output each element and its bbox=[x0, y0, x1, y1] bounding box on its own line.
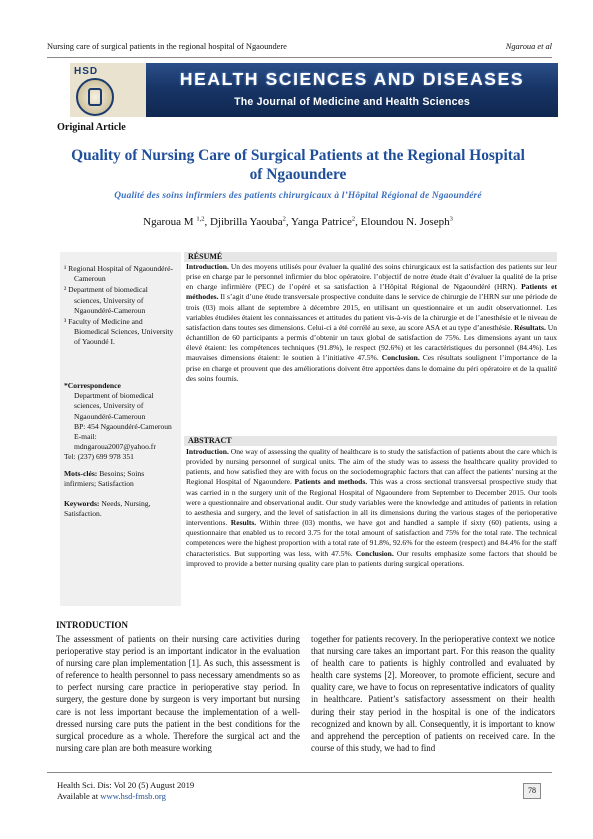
introduction-heading: INTRODUCTION bbox=[56, 620, 129, 630]
resume-methods-label: Patients et méthodes. bbox=[186, 282, 557, 302]
journal-banner bbox=[70, 63, 558, 117]
keywords-fr-label: Mots-clés: bbox=[64, 469, 98, 478]
resume-body bbox=[186, 262, 557, 384]
header-divider bbox=[47, 57, 552, 58]
resume-intro-label: Introduction. bbox=[186, 262, 229, 271]
running-header-title: Nursing care of surgical patients in the regional hospital of Ngaoundere bbox=[47, 42, 287, 51]
author-list-text: Ngaroua M $^{1,2}$, Djibrilla Yaouba$^2$, Yanga Patrice$^2$, Eloundou N. Joseph$^3$ bbox=[143, 215, 453, 228]
resume-intro: Un des moyens utilisés pour évaluer la qualité des soins chirurgicaux est la satisfaction des patients sur leur prise en charge par le personnel infirmier du bloc opératoire. l’objectif de notre étude était d’évaluer la qualité de la prise en charge infirmière (PEC) de l’opéré et sa satisfaction à l’Hôpital Régional de Ngaoundéré (HRN). bbox=[186, 262, 557, 292]
page-number: 78 bbox=[523, 783, 541, 799]
resume-results: Un échantillon de 60 participants a permis d’obtenir un taux global de satisfaction de 75%. Les dimensions ayant un taux élevé étaient: les compétences techniques (91.8%), le respect (92.6%) et les caractéristiques du personnel (84.4%). Les mauvaises dimensions étaient: le soutien à l’initiative 47.5%. bbox=[186, 322, 557, 363]
introduction-column-1: The assessment of patients on their nursing care activities during perioperative stay period is an important indicator in the evaluation of nursing care plan implementation [1]. As such, this assessment is of reference to health personnel to pass necessary amendments so as to perfect nursing care practice in perioperative stay period. In surgery, the gesture done by surgeon is very important but nursing care is not less important because the implementation of a well-dressed nursing care puts the patient in the best conditions for the surgical procedure as a whole. Therefore the surgical act and the nursing care plan are both measure working bbox=[56, 634, 300, 753]
correspondence-email[interactable]: E-mail: mdngaroua2007@yahoo.fr bbox=[74, 432, 156, 452]
keywords-en-label: Keywords: bbox=[64, 499, 100, 508]
footer-available-label: Available at bbox=[57, 791, 99, 801]
author-list bbox=[70, 215, 526, 228]
affiliations bbox=[64, 264, 176, 349]
abstract-methods-label: Patients and methods. bbox=[294, 477, 368, 487]
abstract-conclusion-label: Conclusion. bbox=[355, 548, 394, 558]
abstract-heading: ABSTRACT bbox=[184, 436, 557, 446]
resume-heading: RÉSUMÉ bbox=[184, 252, 557, 262]
seal-icon bbox=[76, 78, 114, 116]
journal-logo bbox=[70, 63, 146, 117]
keywords-fr bbox=[64, 469, 176, 489]
keywords-en-text: Needs, Nursing, Satisfaction. bbox=[64, 499, 151, 519]
introduction-column-2: together for patients recovery. In the perioperative context we notice that nursing care takes an important part. For this reason the quality of health care to patients is highly controlled and evaluated by health care systems [2]. Moreover, to promote efficient, secure and quality care, we have to focus on representative indicators of quality in healthcare. Patient’s satisfactory assessment on their health during their stay period in the hospital is one of the indicators recognized and known by all. Consequently, it is important to know and apprehend the perception of patients on received care. In the course of this study, we had to find bbox=[311, 634, 555, 753]
affiliation-item: ³ Faculty of Medicine and Biomedical Sciences, University of Yaoundé I. bbox=[64, 317, 174, 347]
article-title-fr: Qualité des soins infirmiers des patients chirurgicaux à l’Hôpital Régional de Ngaoundéré bbox=[114, 191, 482, 201]
resume-methods: Il s’agit d’une étude transversale prospective conduite dans le service de chirurgie de l’HRN sur une période de trois (03) mois allant de septembre à décembre 2015, en utilisant un questionnaire et un audit observationnel. Les variables étudiées étaient les connaissances et attitudes du patient vis-à-vis de la chirurgie et de l’anesthésie et le niveau de satisfaction dans toutes ses dimensions. Celui-ci a été corrélé au sexe, au score ASA et au type d’anesthésie. bbox=[186, 292, 557, 332]
abstract-intro-label: Introduction. bbox=[186, 447, 229, 456]
abstract-intro: One way of assessing the quality of healthcare is to study the satisfaction of patients about the care which is provided by nursing personnel of surgical units. The aim of the study was to assess the healthcare quality provided to patients, and how satisfied they are with focus on the sociodemographic factors that can affect the patients’ nursing at the Regional Hospital of Ngaoundere. bbox=[186, 447, 557, 487]
resume-results-label: Résultats. bbox=[514, 322, 546, 332]
correspondence-line: BP: 454 Ngaoundéré-Cameroun bbox=[74, 421, 172, 431]
abstract-conclusion: Our results emphasize some factors that should be improved to provide a better nursing quality care plan to patients during surgical operations. bbox=[186, 548, 558, 568]
footer-citation: Health Sci. Dis: Vol 20 (5) August 2019 bbox=[57, 780, 195, 790]
affiliation-item: ¹ Regional Hospital of Ngaoundéré-Cameroun bbox=[64, 264, 173, 284]
abstract-results: Within three (03) months, we have got and handled a sample if sixty (60) patients, using a questionnaire that enabled us to record 3.75 for the total amount of satisfaction and 75% for the total rate. The technical competences were the highest proportion with a total rate of 91.8%, 92.6% for the esteem (respect) and 84.4% for the staff characteristics. But supporting was less, with 47.5%. bbox=[186, 518, 557, 558]
affiliation-item: ² Department of biomedical sciences, University of Ngaoundéré-Cameroun bbox=[64, 285, 148, 315]
article-type: Original Article bbox=[57, 122, 126, 133]
keywords-en bbox=[64, 499, 176, 519]
resume-conclusion-label: Conclusion. bbox=[381, 353, 420, 363]
journal-website-link[interactable]: www.hsd-fmsb.org bbox=[100, 791, 166, 801]
keywords-fr-text: Besoins; Soins infirmiers; Satisfaction bbox=[64, 469, 145, 489]
article-title: Quality of Nursing Care of Surgical Patients at the Regional Hospital of Ngaoundere bbox=[71, 147, 525, 183]
resume-conclusion: Ces résultats soulignent l’importance de la prise en charge et prouvent que des améliorations doivent être apportées dans le domaine du péri opératoire et de la qualité des soins fournis. bbox=[186, 353, 557, 383]
correspondence-heading: *Correspondence bbox=[64, 381, 121, 390]
footer-availability bbox=[57, 791, 194, 802]
correspondence-phone: Tel: (237) 699 978 351 bbox=[64, 452, 134, 462]
abstract-results-label: Results. bbox=[230, 518, 257, 528]
logo-text: HSD bbox=[74, 66, 99, 77]
running-header-authors: Ngaroua et al bbox=[505, 42, 552, 51]
journal-title: HEALTH SCIENCES AND DISEASES bbox=[179, 69, 525, 89]
footer-divider bbox=[47, 772, 552, 773]
abstract-body bbox=[186, 447, 557, 569]
correspondence-line: Department of biomedical sciences, University of Ngaoundéré-Cameroun bbox=[74, 391, 154, 421]
correspondence bbox=[64, 381, 176, 463]
journal-subtitle: The Journal of Medicine and Health Sciences bbox=[234, 96, 470, 108]
abstract-methods: This was a cross sectional transversal prospective study that was carried in n the surgery unit of the Regional Hospital of Ngaoundere from September to December 2015. Our tools were a questionnaire and observational audit. Our study variables were the knowledge and attitudes of patients in relation to aesthesia and surgery, and the level of satisfaction in all its dimensions during the various stages of the perioperative interventions. bbox=[186, 477, 557, 528]
page-footer bbox=[57, 780, 194, 802]
